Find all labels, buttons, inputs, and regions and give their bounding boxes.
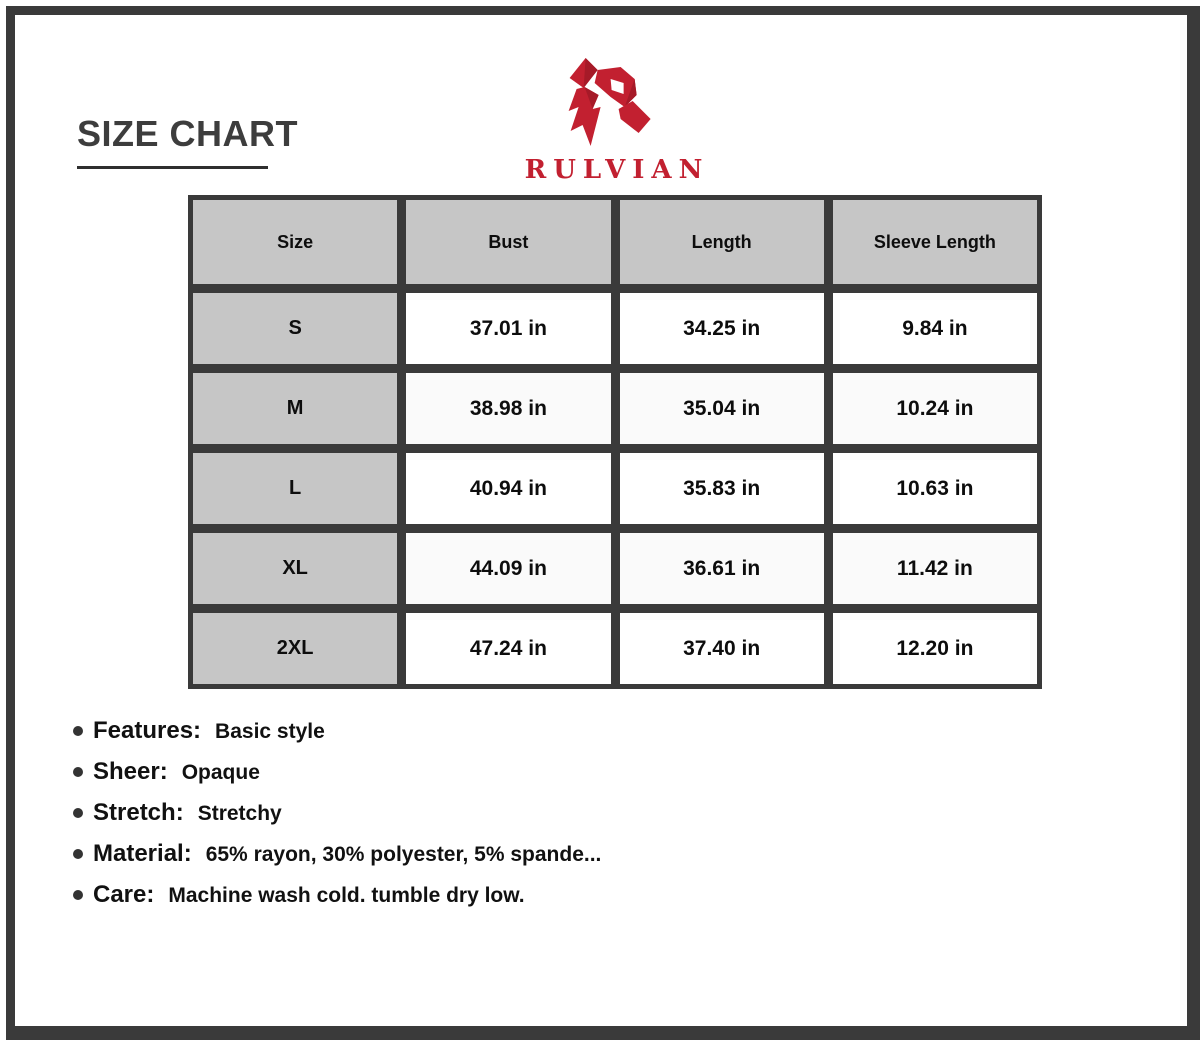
measurement-cell: 10.63 in — [833, 453, 1037, 524]
measurement-cell: 37.01 in — [406, 293, 610, 364]
detail-item — [73, 881, 601, 909]
measurement-cell: 40.94 in — [406, 453, 610, 524]
brand-logo — [525, 53, 710, 185]
column-header-bust: Bust — [406, 200, 610, 284]
bullet-icon — [73, 890, 83, 900]
column-header-sleeve-length: Sleeve Length — [833, 200, 1037, 284]
size-row-header: XL — [193, 533, 397, 604]
brand-r-icon — [560, 53, 674, 153]
detail-item — [73, 799, 601, 827]
brand-wordmark: RULVIAN — [524, 155, 710, 185]
measurement-cell: 36.61 in — [620, 533, 824, 604]
measurement-cell: 34.25 in — [620, 293, 824, 364]
detail-value: 65% rayon, 30% polyester, 5% spande... — [205, 843, 602, 866]
detail-value: Basic style — [215, 720, 325, 743]
size-row-header: S — [193, 293, 397, 364]
measurement-cell: 12.20 in — [833, 613, 1037, 684]
detail-value: Machine wash cold. tumble dry low. — [168, 884, 525, 907]
measurement-cell: 38.98 in — [406, 373, 610, 444]
measurement-cell: 47.24 in — [406, 613, 610, 684]
column-header-size: Size — [193, 200, 397, 284]
bullet-icon — [73, 726, 83, 736]
size-row-header: 2XL — [193, 613, 397, 684]
bullet-icon — [73, 767, 83, 777]
detail-value: Opaque — [181, 761, 260, 784]
title-underline — [77, 166, 268, 169]
size-row-header: M — [193, 373, 397, 444]
page-title: SIZE CHART — [77, 113, 298, 154]
bullet-icon — [73, 849, 83, 859]
page-frame — [6, 6, 1200, 1040]
measurement-cell: 9.84 in — [833, 293, 1037, 364]
detail-label: Care: — [93, 881, 155, 908]
measurement-cell: 37.40 in — [620, 613, 824, 684]
size-chart-table — [188, 195, 1042, 689]
product-details-list — [73, 717, 601, 922]
detail-label: Sheer: — [93, 758, 168, 785]
measurement-cell: 44.09 in — [406, 533, 610, 604]
measurement-cell: 35.83 in — [620, 453, 824, 524]
column-header-length: Length — [620, 200, 824, 284]
detail-item — [73, 758, 601, 786]
detail-item — [73, 840, 601, 868]
measurement-cell: 10.24 in — [833, 373, 1037, 444]
detail-label: Material: — [93, 840, 192, 867]
measurement-cell: 35.04 in — [620, 373, 824, 444]
detail-label: Stretch: — [93, 799, 184, 826]
detail-value: Stretchy — [197, 802, 282, 825]
detail-label: Features: — [93, 717, 202, 744]
detail-item — [73, 717, 601, 745]
size-row-header: L — [193, 453, 397, 524]
bullet-icon — [73, 808, 83, 818]
measurement-cell: 11.42 in — [833, 533, 1037, 604]
